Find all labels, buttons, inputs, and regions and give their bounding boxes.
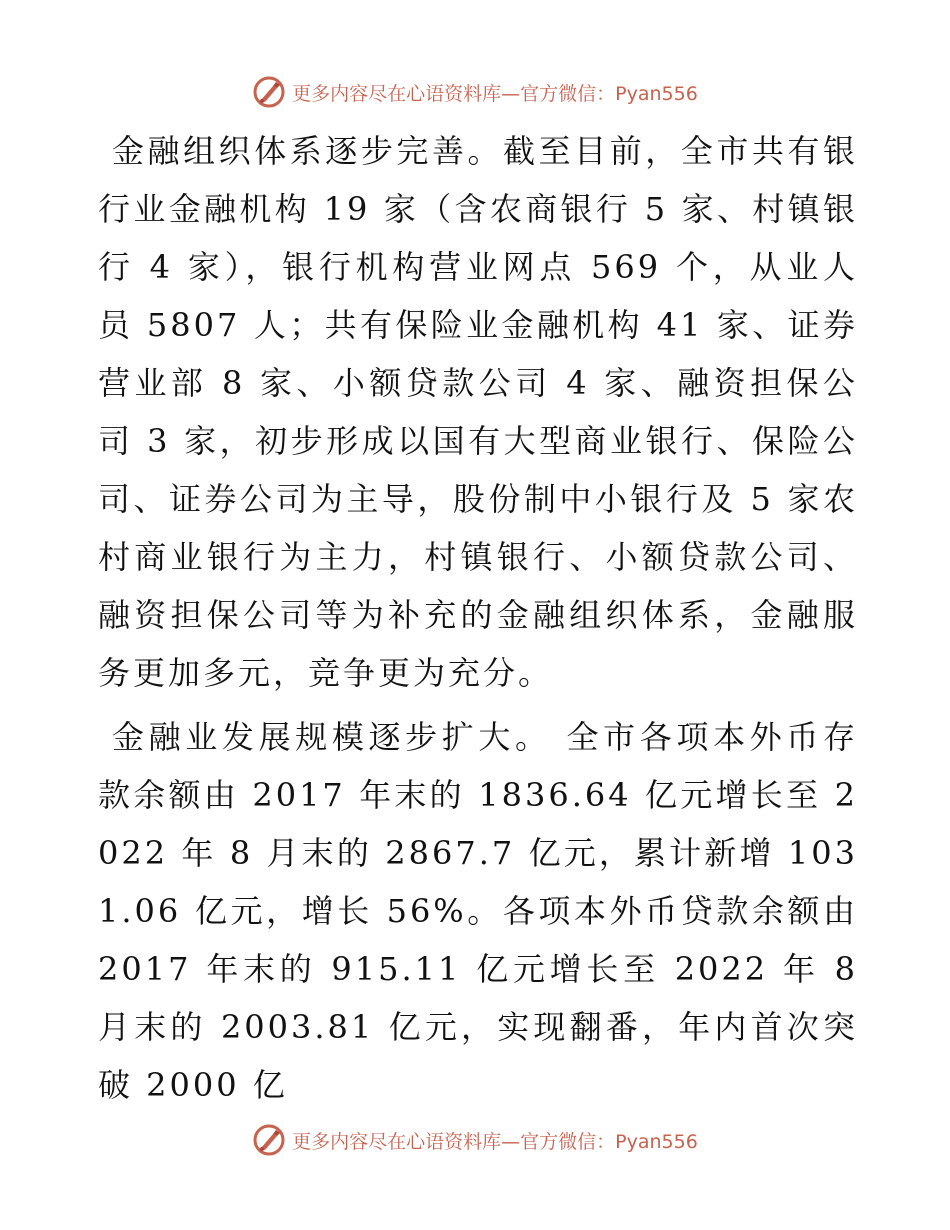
paragraph-financial-scale: 金融业发展规模逐步扩大。 全市各项本外币存款余额由 2017 年末的 1836.64 亿元增长至 2022 年 8 月末的 2867.7 亿元，累计新增 1031.06 亿元，增长 56%。各项本外币贷款余额由 2017 年末的 915.11 亿元增长至 2022 年 8 月末的 2003.81 亿元，实现翻番，年内首次突破 2000 亿 bbox=[98, 718, 858, 1104]
watermark-text: 更多内容尽在心语资料库—官方微信：Pyan556 bbox=[292, 1130, 698, 1153]
pen-seal-logo-icon bbox=[252, 75, 286, 109]
watermark-wechat-id: Pyan556 bbox=[615, 82, 698, 105]
watermark-wechat-id: Pyan556 bbox=[615, 1130, 698, 1153]
footer-watermark bbox=[0, 1120, 950, 1160]
document-body bbox=[98, 122, 858, 1120]
header-watermark bbox=[0, 72, 950, 112]
pen-seal-logo-icon bbox=[252, 1123, 286, 1157]
watermark-text: 更多内容尽在心语资料库—官方微信：Pyan556 bbox=[292, 82, 698, 105]
paragraph-financial-organization: 金融组织体系逐步完善。截至目前，全市共有银行业金融机构 19 家（含农商银行 5 家、村镇银行 4 家），银行机构营业网点 569 个，从业人员 5807 人；共有保险业金融机构 41 家、证券营业部 8 家、小额贷款公司 4 家、融资担保公司 3 家，初步形成以国有大型商业银行、保险公司、证券公司为主导，股份制中小银行及 5 家农村商业银行为主力，村镇银行、小额贷款公司、融资担保公司等为补充的金融组织体系，金融服务更加多元，竞争更为充分。 bbox=[98, 132, 858, 692]
